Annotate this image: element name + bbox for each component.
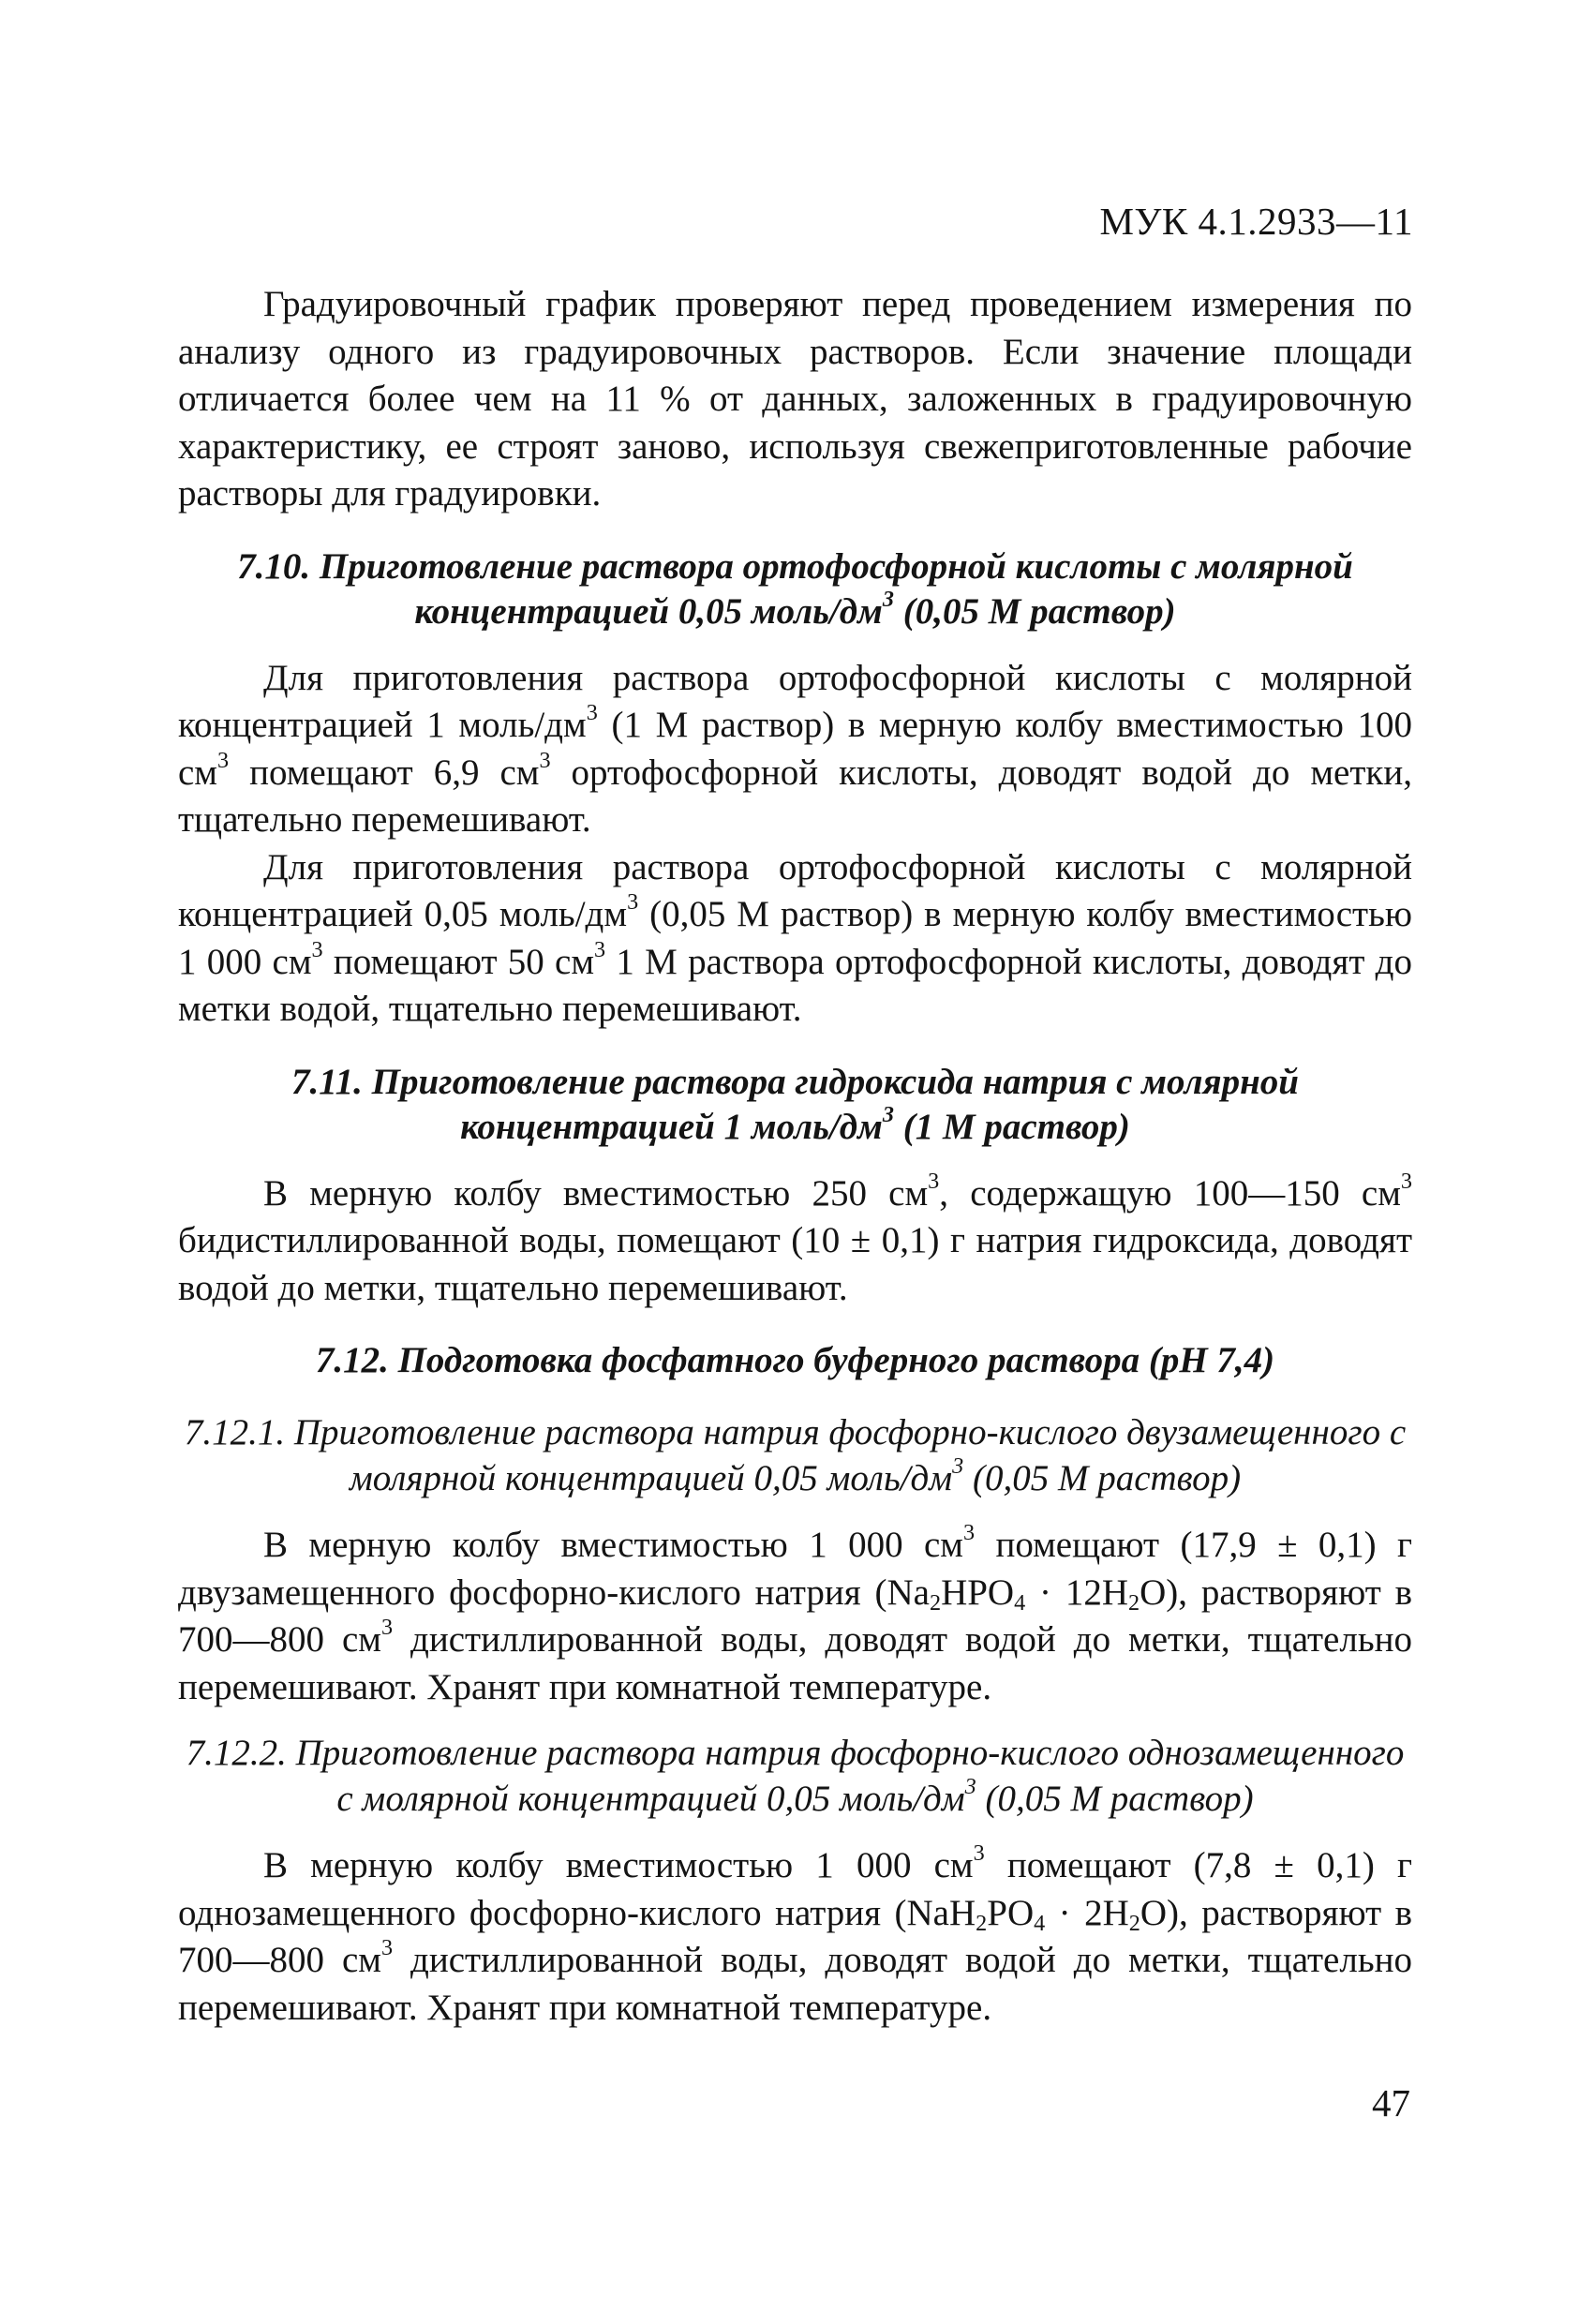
heading-text: (0,05 М раствор): [893, 590, 1176, 632]
page-body: [178, 281, 1412, 2032]
heading-text: (0,05 М раствор): [963, 1458, 1242, 1498]
paragraph-text: , содержащую 100—150 см: [939, 1172, 1401, 1214]
paragraph-text: O), растворяют в 700—800 см: [178, 1892, 1412, 1980]
paragraph-text: помещают 6,9 см: [229, 752, 540, 793]
section-7-10-heading: [178, 544, 1412, 634]
heading-text: (0,05 М раствор): [976, 1779, 1254, 1819]
paragraph-text: В мерную колбу вместимостью 250 см: [263, 1172, 929, 1214]
paragraph-text: (0,05 М раствор) в мерную колбу вместимостью 1 000 см: [178, 894, 1412, 982]
subscript: 2: [1128, 1910, 1140, 1936]
document-code-header: МУК 4.1.2933—11: [1099, 200, 1413, 243]
paragraph-text: O), растворяют в 700—800 см: [178, 1572, 1413, 1660]
section-7-11-heading: [178, 1060, 1412, 1150]
subscript: 4: [1034, 1910, 1046, 1936]
paragraph-text: помещают (17,9 ± 0,1) г двузамещенного фосфорно-кислого натрия (Na: [178, 1525, 1413, 1613]
paragraph-text: помещают 50 см: [322, 941, 595, 982]
intro-text: Градуировочный график проверяют перед проведением измерения по анализу одного из градуировочных растворов. Если значение площади отличается более чем на 11 % от данных, заложенных в градуировочную характеристику, ее строят заново, используя свежеприготовленные рабочие растворы для градуировки.: [178, 284, 1412, 514]
paragraph-text: HPO: [941, 1572, 1015, 1613]
superscript: 3: [962, 1519, 976, 1545]
superscript: 3: [586, 699, 598, 725]
superscript: 3: [217, 747, 230, 773]
subscript: 2: [1128, 1589, 1140, 1616]
page-number: 47: [1372, 2081, 1410, 2124]
paragraph-text: ортофосфорной кислоты, доводят водой до метки, тщательно перемешивают.: [178, 752, 1412, 840]
superscript: 3: [380, 1934, 394, 1960]
paragraph-text: В мерную колбу вместимостью 1 000 см: [263, 1525, 963, 1565]
paragraph-text: Для приготовления раствора ортофосфорной кислоты с молярной концентрацией 1 моль/дм: [178, 657, 1412, 745]
paragraph-text: Для приготовления раствора ортофосфорной кислоты с молярной концентрацией 0,05 моль/дм: [178, 846, 1412, 934]
superscript: 3: [380, 1614, 394, 1640]
superscript: 3: [928, 1168, 940, 1194]
heading-text: 7.10. Приготовление раствора ортофосфорной кислоты с молярной концентрацией 0,05 моль/дм: [237, 545, 1353, 632]
superscript: 3: [973, 1840, 985, 1866]
superscript: 3: [882, 1101, 894, 1127]
paragraph-text: бидистиллированной воды, помещают (10 ± 0,1) г натрия гидроксида, доводят водой до метки, тщательно перемешивают.: [178, 1220, 1412, 1308]
section-7-12-2-paragraph-1: [178, 1842, 1412, 2032]
heading-text: 7.12.1. Приготовление раствора натрия фосфорно-кислого двузамещенного с молярной концентрацией 0,05 моль/дм: [184, 1412, 1407, 1498]
superscript: 3: [882, 586, 894, 612]
subscript: 2: [976, 1910, 988, 1936]
paragraph-text: дистиллированной воды, доводят водой до метки, тщательно перемешивают. Хранят при комнатной температуре.: [178, 1619, 1412, 1707]
superscript: 3: [952, 1452, 964, 1479]
intro-paragraph: [178, 281, 1412, 518]
superscript: 3: [627, 888, 639, 915]
section-7-12-1-paragraph-1: [178, 1519, 1413, 1711]
heading-text: 7.12.2. Приготовление раствора натрия фосфорно-кислого однозамещенного с молярной концентрацией 0,05 моль/дм: [186, 1733, 1405, 1819]
subscript: 4: [1014, 1589, 1026, 1616]
heading-text: 7.11. Приготовление раствора гидроксида натрия с молярной концентрацией 1 моль/дм: [291, 1061, 1299, 1147]
paragraph-text: · 12H: [1025, 1572, 1129, 1613]
paragraph-text: 1 М раствора ортофосфорной кислоты, доводят до метки водой, тщательно перемешивают.: [178, 941, 1412, 1029]
paragraph-text: · 2H: [1045, 1892, 1129, 1933]
subscript: 2: [929, 1589, 942, 1616]
superscript: 3: [539, 747, 551, 773]
superscript: 3: [1400, 1168, 1412, 1194]
heading-text: 7.12. Подготовка фосфатного буферного раствора (рН 7,4): [315, 1340, 1275, 1380]
paragraph-text: помещают (7,8 ± 0,1) г однозамещенного фосфорно-кислого натрия (NaH: [178, 1845, 1413, 1933]
section-7-12-1-heading: [178, 1409, 1412, 1501]
heading-text: (1 М раствор): [893, 1106, 1130, 1147]
section-7-10-paragraph-2: [178, 844, 1412, 1034]
paragraph-text: В мерную колбу вместимостью 1 000 см: [263, 1845, 974, 1885]
section-7-12-heading: [178, 1338, 1412, 1383]
paragraph-text: (1 М раствор) в мерную колбу вместимостью 100 см: [178, 705, 1412, 793]
section-7-12-2-heading: [178, 1730, 1412, 1822]
superscript: 3: [964, 1773, 976, 1799]
section-7-10-paragraph-1: [178, 655, 1412, 844]
section-7-11-paragraph-1: [178, 1170, 1412, 1313]
superscript: 3: [594, 936, 606, 962]
paragraph-text: дистиллированной воды, доводят водой до метки, тщательно перемешивают. Хранят при комнатной температуре.: [178, 1940, 1412, 2028]
paragraph-text: PO: [987, 1892, 1035, 1933]
superscript: 3: [311, 936, 323, 962]
